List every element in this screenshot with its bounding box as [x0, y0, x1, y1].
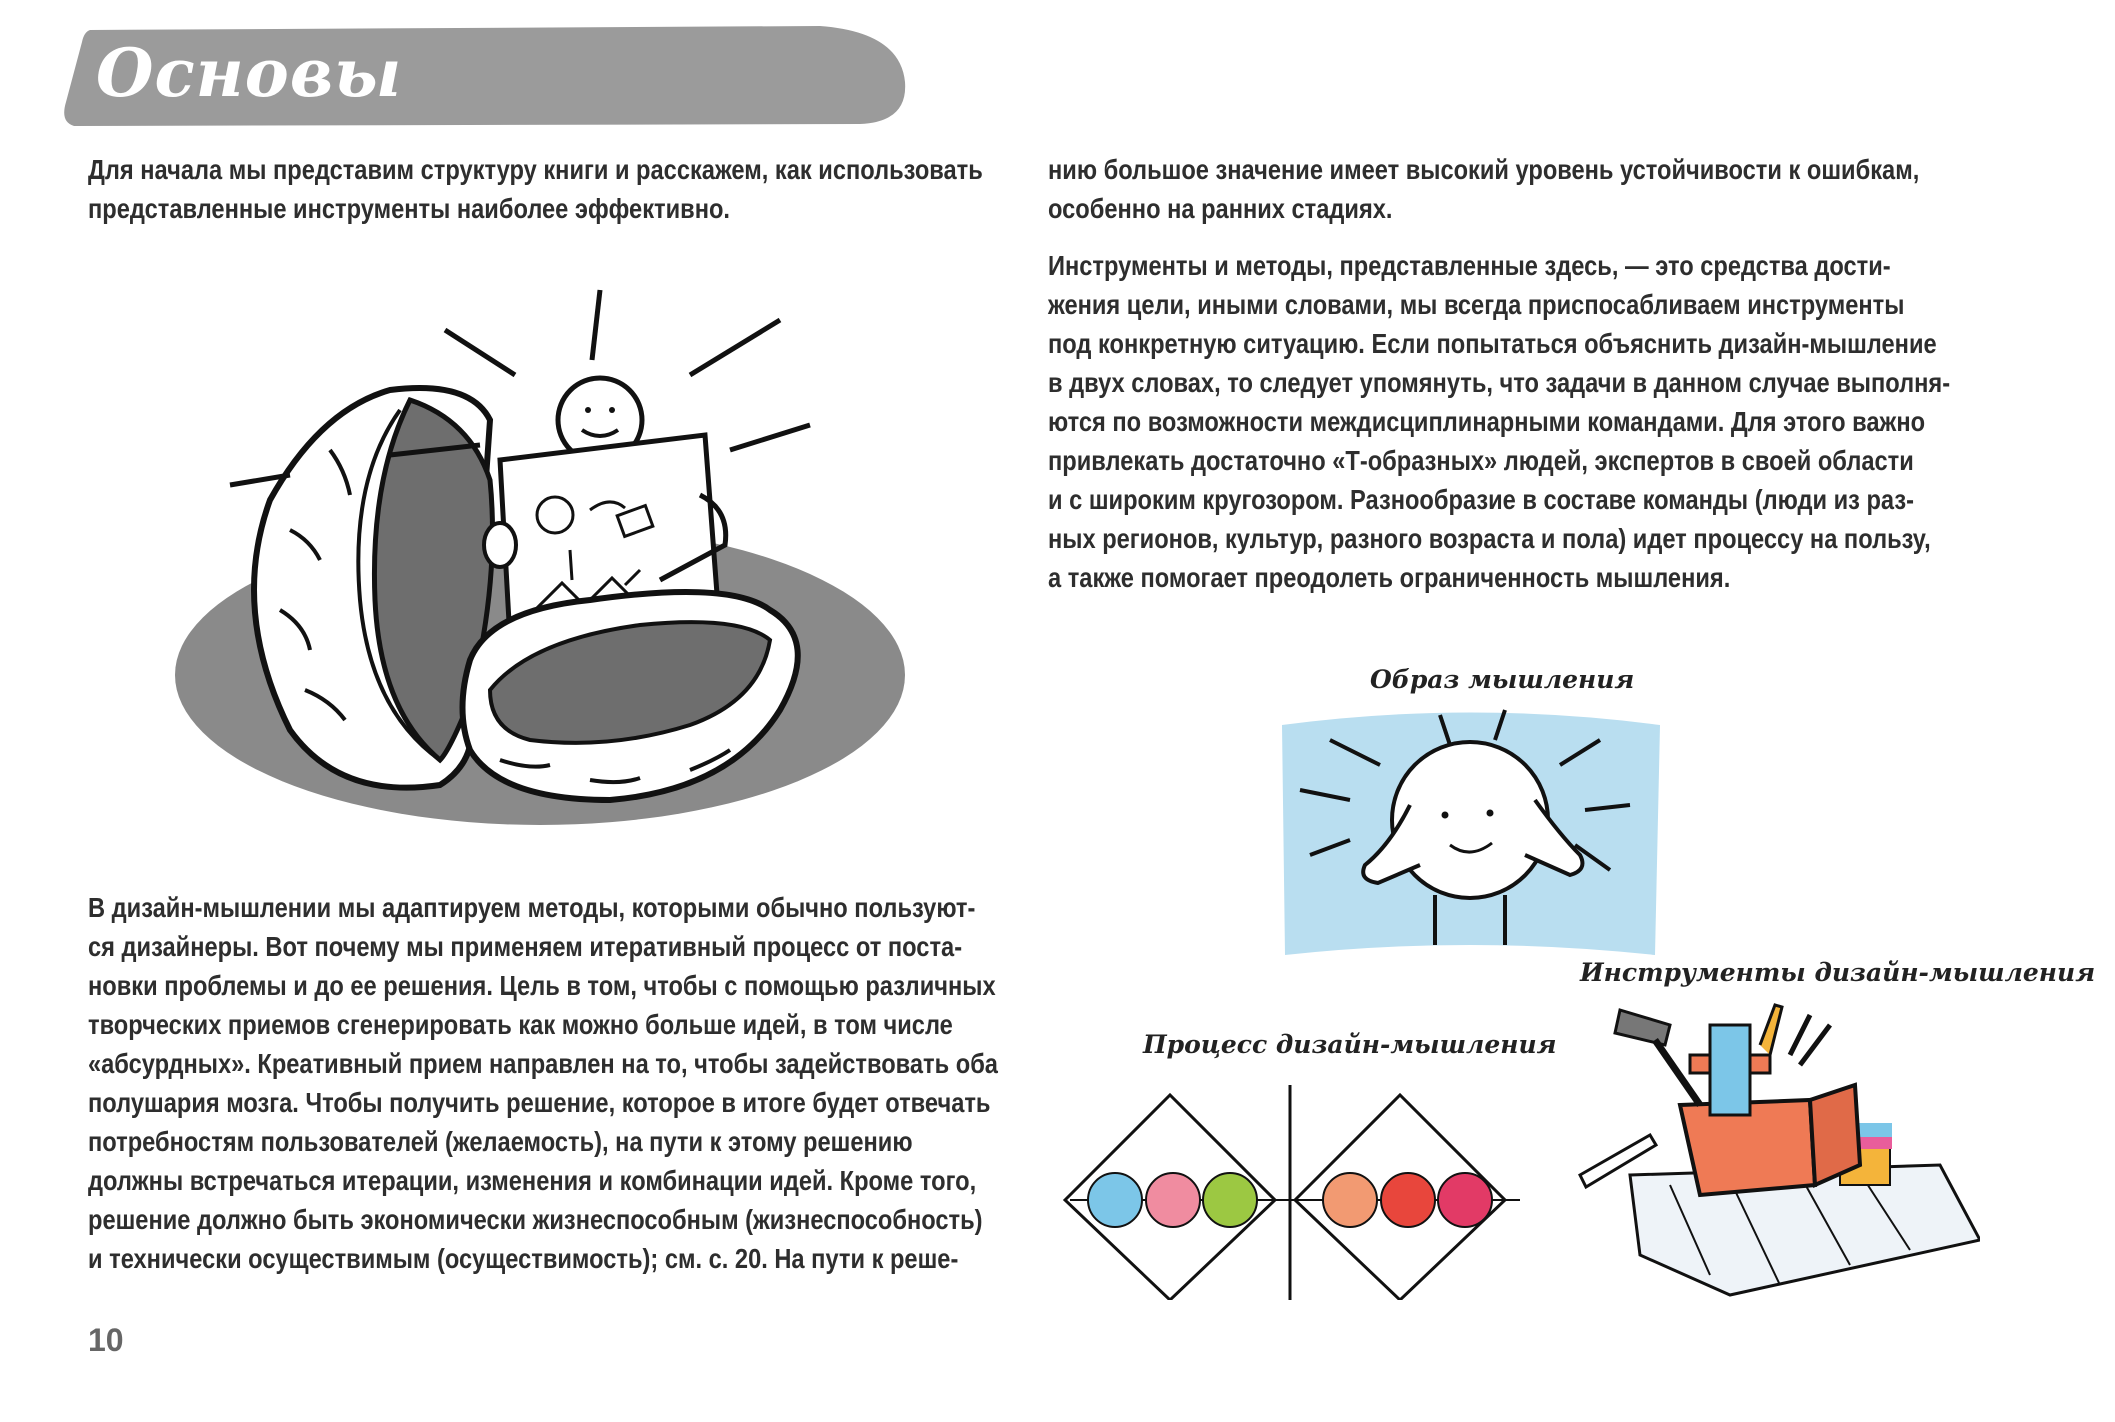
text-line: а также помогает преодолеть ограниченность мышления.	[1048, 562, 1731, 593]
text-line: и технически осуществимым (осуществимость); см. с. 20. На пути к реше-	[88, 1243, 959, 1274]
text-line: Для начала мы представим структуру книги и расскажем, как использовать	[88, 154, 983, 185]
process-circle	[1323, 1173, 1377, 1227]
mindset-illustration	[1270, 705, 1670, 965]
process-circle	[1381, 1173, 1435, 1227]
page-number: 10	[88, 1322, 124, 1358]
toolbox-illustration	[1560, 995, 1980, 1315]
text-line: ся дизайнеры. Вот почему мы применяем итеративный процесс от поста-	[88, 931, 963, 962]
text-line: должны встречаться итерации, изменения и комбинации идей. Кроме того,	[88, 1165, 977, 1196]
chapter-title: Основы	[96, 34, 403, 112]
chapter-banner	[60, 22, 910, 130]
process-diagram	[1060, 1085, 1530, 1300]
process-circle	[1088, 1173, 1142, 1227]
hammer-icon	[1615, 1010, 1670, 1045]
mindset-caption: Образ мышления	[1370, 665, 1635, 694]
text-line: полушария мозга. Чтобы получить решение, которое в итоге будет отвечать	[88, 1087, 991, 1118]
text-line: представленные инструменты наиболее эффективно.	[88, 193, 731, 224]
intro-paragraph	[88, 150, 983, 228]
text-line: в двух словах, то следует упомянуть, что задачи в данном случае выполня-	[1048, 367, 1951, 398]
text-line: ются по возможности междисциплинарными командами. Для этого важно	[1048, 406, 1926, 437]
walnut-illustration	[170, 280, 910, 840]
text-line: и с широким кругозором. Разнообразие в составе команды (люди из раз-	[1048, 484, 1914, 515]
toolbox-caption: Инструменты дизайн-мышления	[1580, 958, 2096, 987]
toolbox-icon	[1615, 1005, 1860, 1195]
continued-paragraph	[1048, 150, 1919, 228]
text-line: потребностям пользователей (желаемость), на пути к этому решению	[88, 1126, 913, 1157]
text-line: ных регионов, культур, разного возраста и пола) идет процессу на пользу,	[1048, 523, 1931, 554]
text-line: творческих приемов сгенерировать как можно больше идей, в том числе	[88, 1009, 953, 1040]
process-circle	[1203, 1173, 1257, 1227]
text-line: Инструменты и методы, представленные здесь, — это средства дости-	[1048, 250, 1891, 281]
text-line: жения цели, иными словами, мы всегда приспосабливаем инструменты	[1048, 289, 1905, 320]
text-line: новки проблемы и до ее решения. Цель в том, чтобы с помощью различных	[88, 970, 996, 1001]
process-caption: Процесс дизайн-мышления	[1143, 1030, 1557, 1059]
process-circle	[1438, 1173, 1492, 1227]
text-line: решение должно быть экономически жизнеспособным (жизнеспособность)	[88, 1204, 983, 1235]
text-line: под конкретную ситуацию. Если попытаться объяснить дизайн-мышление	[1048, 328, 1937, 359]
text-line: нию большое значение имеет высокий уровень устойчивости к ошибкам,	[1048, 154, 1920, 185]
tools-paragraph	[1048, 246, 1950, 597]
process-circle	[1146, 1173, 1200, 1227]
text-line: В дизайн-мышлении мы адаптируем методы, которыми обычно пользуют-	[88, 892, 976, 923]
text-line: привлекать достаточно «Т-образных» людей, экспертов в своей области	[1048, 445, 1914, 476]
text-line: особенно на ранних стадиях.	[1048, 193, 1393, 224]
body-paragraph	[88, 888, 998, 1278]
text-line: «абсурдных». Креативный прием направлен на то, чтобы задействовать оба	[88, 1048, 998, 1079]
